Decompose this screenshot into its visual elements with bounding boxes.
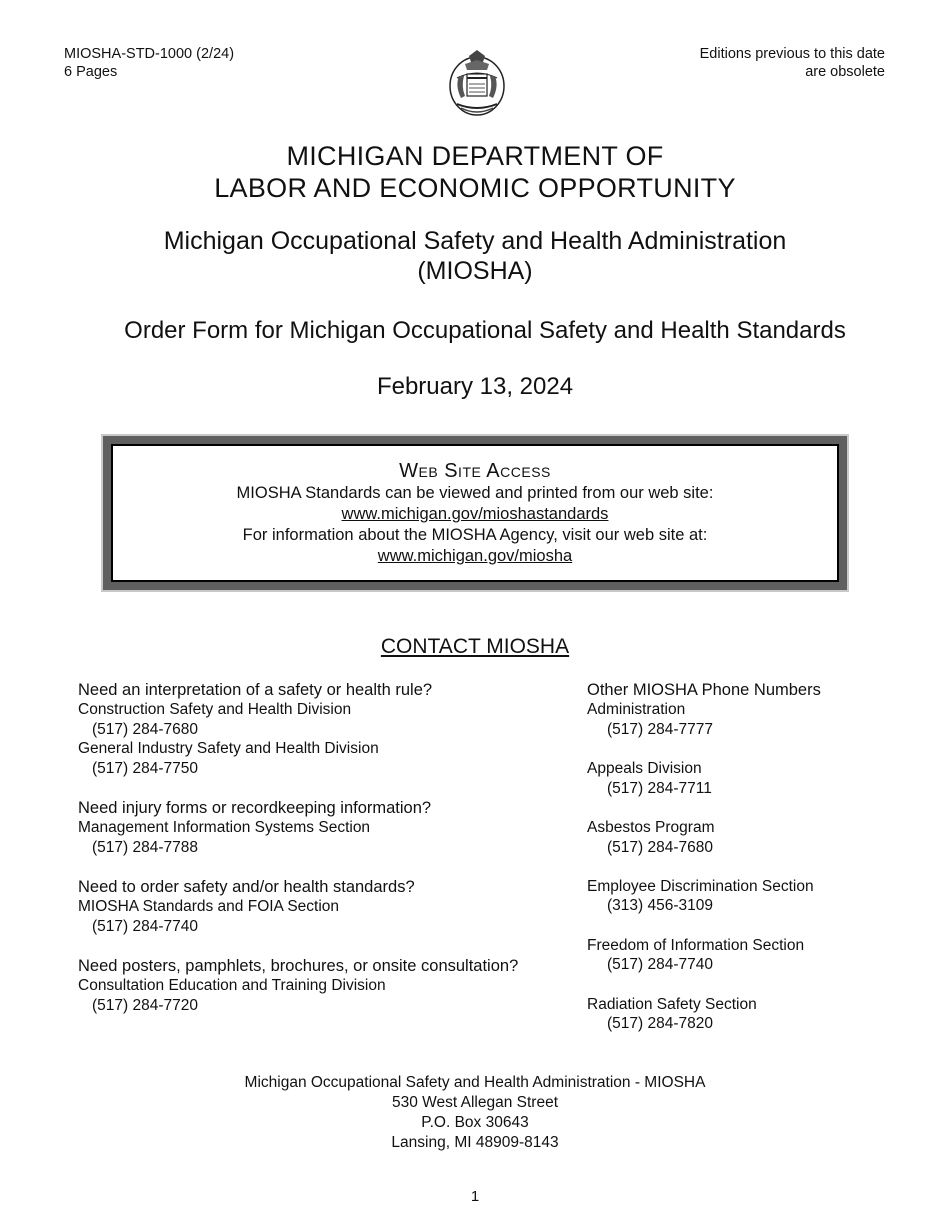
web-access-line-2: For information about the MIOSHA Agency, visit our web site at: xyxy=(242,526,708,544)
state-seal-icon xyxy=(447,48,507,118)
phone-number: (517) 284-7788 xyxy=(92,839,198,857)
web-access-line-1: MIOSHA Standards can be viewed and printed from our web site: xyxy=(236,484,714,502)
phone-number: (517) 284-7750 xyxy=(92,760,198,778)
web-access-heading: Web Site Access xyxy=(399,460,551,482)
phone-number: (517) 284-7720 xyxy=(92,996,198,1014)
question-injury-forms: Need injury forms or recordkeeping information? xyxy=(78,799,432,818)
address-line-4: Lansing, MI 48909-8143 xyxy=(391,1134,559,1151)
office-name: Administration xyxy=(587,701,686,718)
web-access-panel xyxy=(111,444,839,582)
office-name: Appeals Division xyxy=(587,759,702,777)
form-id-block xyxy=(64,45,234,81)
contact-left-column xyxy=(78,680,578,1016)
division-name: Construction Safety and Health Division xyxy=(78,701,352,718)
page-number: 1 xyxy=(470,1188,480,1205)
division-name: Consultation Education and Training Division xyxy=(78,977,386,995)
question-posters: Need posters, pamphlets, brochures, or onsite consultation? xyxy=(78,957,519,976)
department-title xyxy=(0,140,950,204)
edition-line-2: are obsolete xyxy=(805,64,885,80)
edition-note xyxy=(700,45,885,81)
agency-title xyxy=(0,226,950,286)
contact-right-column xyxy=(587,680,887,1034)
question-order-standards: Need to order safety and/or health standards? xyxy=(78,878,415,897)
department-line-1: MICHIGAN DEPARTMENT OF xyxy=(286,141,664,171)
address-block xyxy=(0,1073,950,1153)
phone-number: (313) 456-3109 xyxy=(607,897,713,915)
phone-number: (517) 284-7820 xyxy=(607,1015,713,1033)
contact-heading xyxy=(0,634,950,660)
division-name: General Industry Safety and Health Division xyxy=(78,740,379,758)
office-name: Employee Discrimination Section xyxy=(587,877,814,895)
agency-line-1: Michigan Occupational Safety and Health Administration xyxy=(163,227,787,255)
phone-number: (517) 284-7680 xyxy=(92,720,198,738)
page-count: 6 Pages xyxy=(64,64,118,80)
phone-number: (517) 284-7777 xyxy=(607,720,713,738)
miosha-link[interactable]: www.michigan.gov/miosha xyxy=(377,547,573,565)
form-number: MIOSHA-STD-1000 (2/24) xyxy=(64,46,235,62)
division-name: MIOSHA Standards and FOIA Section xyxy=(78,898,340,916)
phone-number: (517) 284-7740 xyxy=(92,917,198,935)
office-name: Asbestos Program xyxy=(587,818,715,836)
agency-line-2: (MIOSHA) xyxy=(417,257,533,285)
phone-number: (517) 284-7680 xyxy=(607,838,713,856)
document-date: February 13, 2024 xyxy=(376,373,574,400)
web-access-box xyxy=(101,434,849,592)
department-line-2: LABOR AND ECONOMIC OPPORTUNITY xyxy=(214,173,736,203)
address-line-3: P.O. Box 30643 xyxy=(421,1114,529,1131)
address-line-1: Michigan Occupational Safety and Health Administration - MIOSHA xyxy=(244,1074,706,1091)
phone-number: (517) 284-7740 xyxy=(607,956,713,974)
phone-number: (517) 284-7711 xyxy=(607,779,712,797)
standards-link[interactable]: www.michigan.gov/mioshastandards xyxy=(341,505,609,523)
office-name: Freedom of Information Section xyxy=(587,936,805,954)
contact-heading-text: CONTACT MIOSHA xyxy=(380,635,570,658)
division-name: Management Information Systems Section xyxy=(78,819,371,837)
form-title: Order Form for Michigan Occupational Safety and Health Standards xyxy=(124,317,846,344)
address-line-2: 530 West Allegan Street xyxy=(391,1094,558,1111)
edition-line-1: Editions previous to this date xyxy=(699,46,885,62)
other-phone-numbers-heading: Other MIOSHA Phone Numbers xyxy=(587,681,821,699)
office-name: Radiation Safety Section xyxy=(587,995,757,1013)
question-interpretation: Need an interpretation of a safety or health rule? xyxy=(78,681,433,699)
